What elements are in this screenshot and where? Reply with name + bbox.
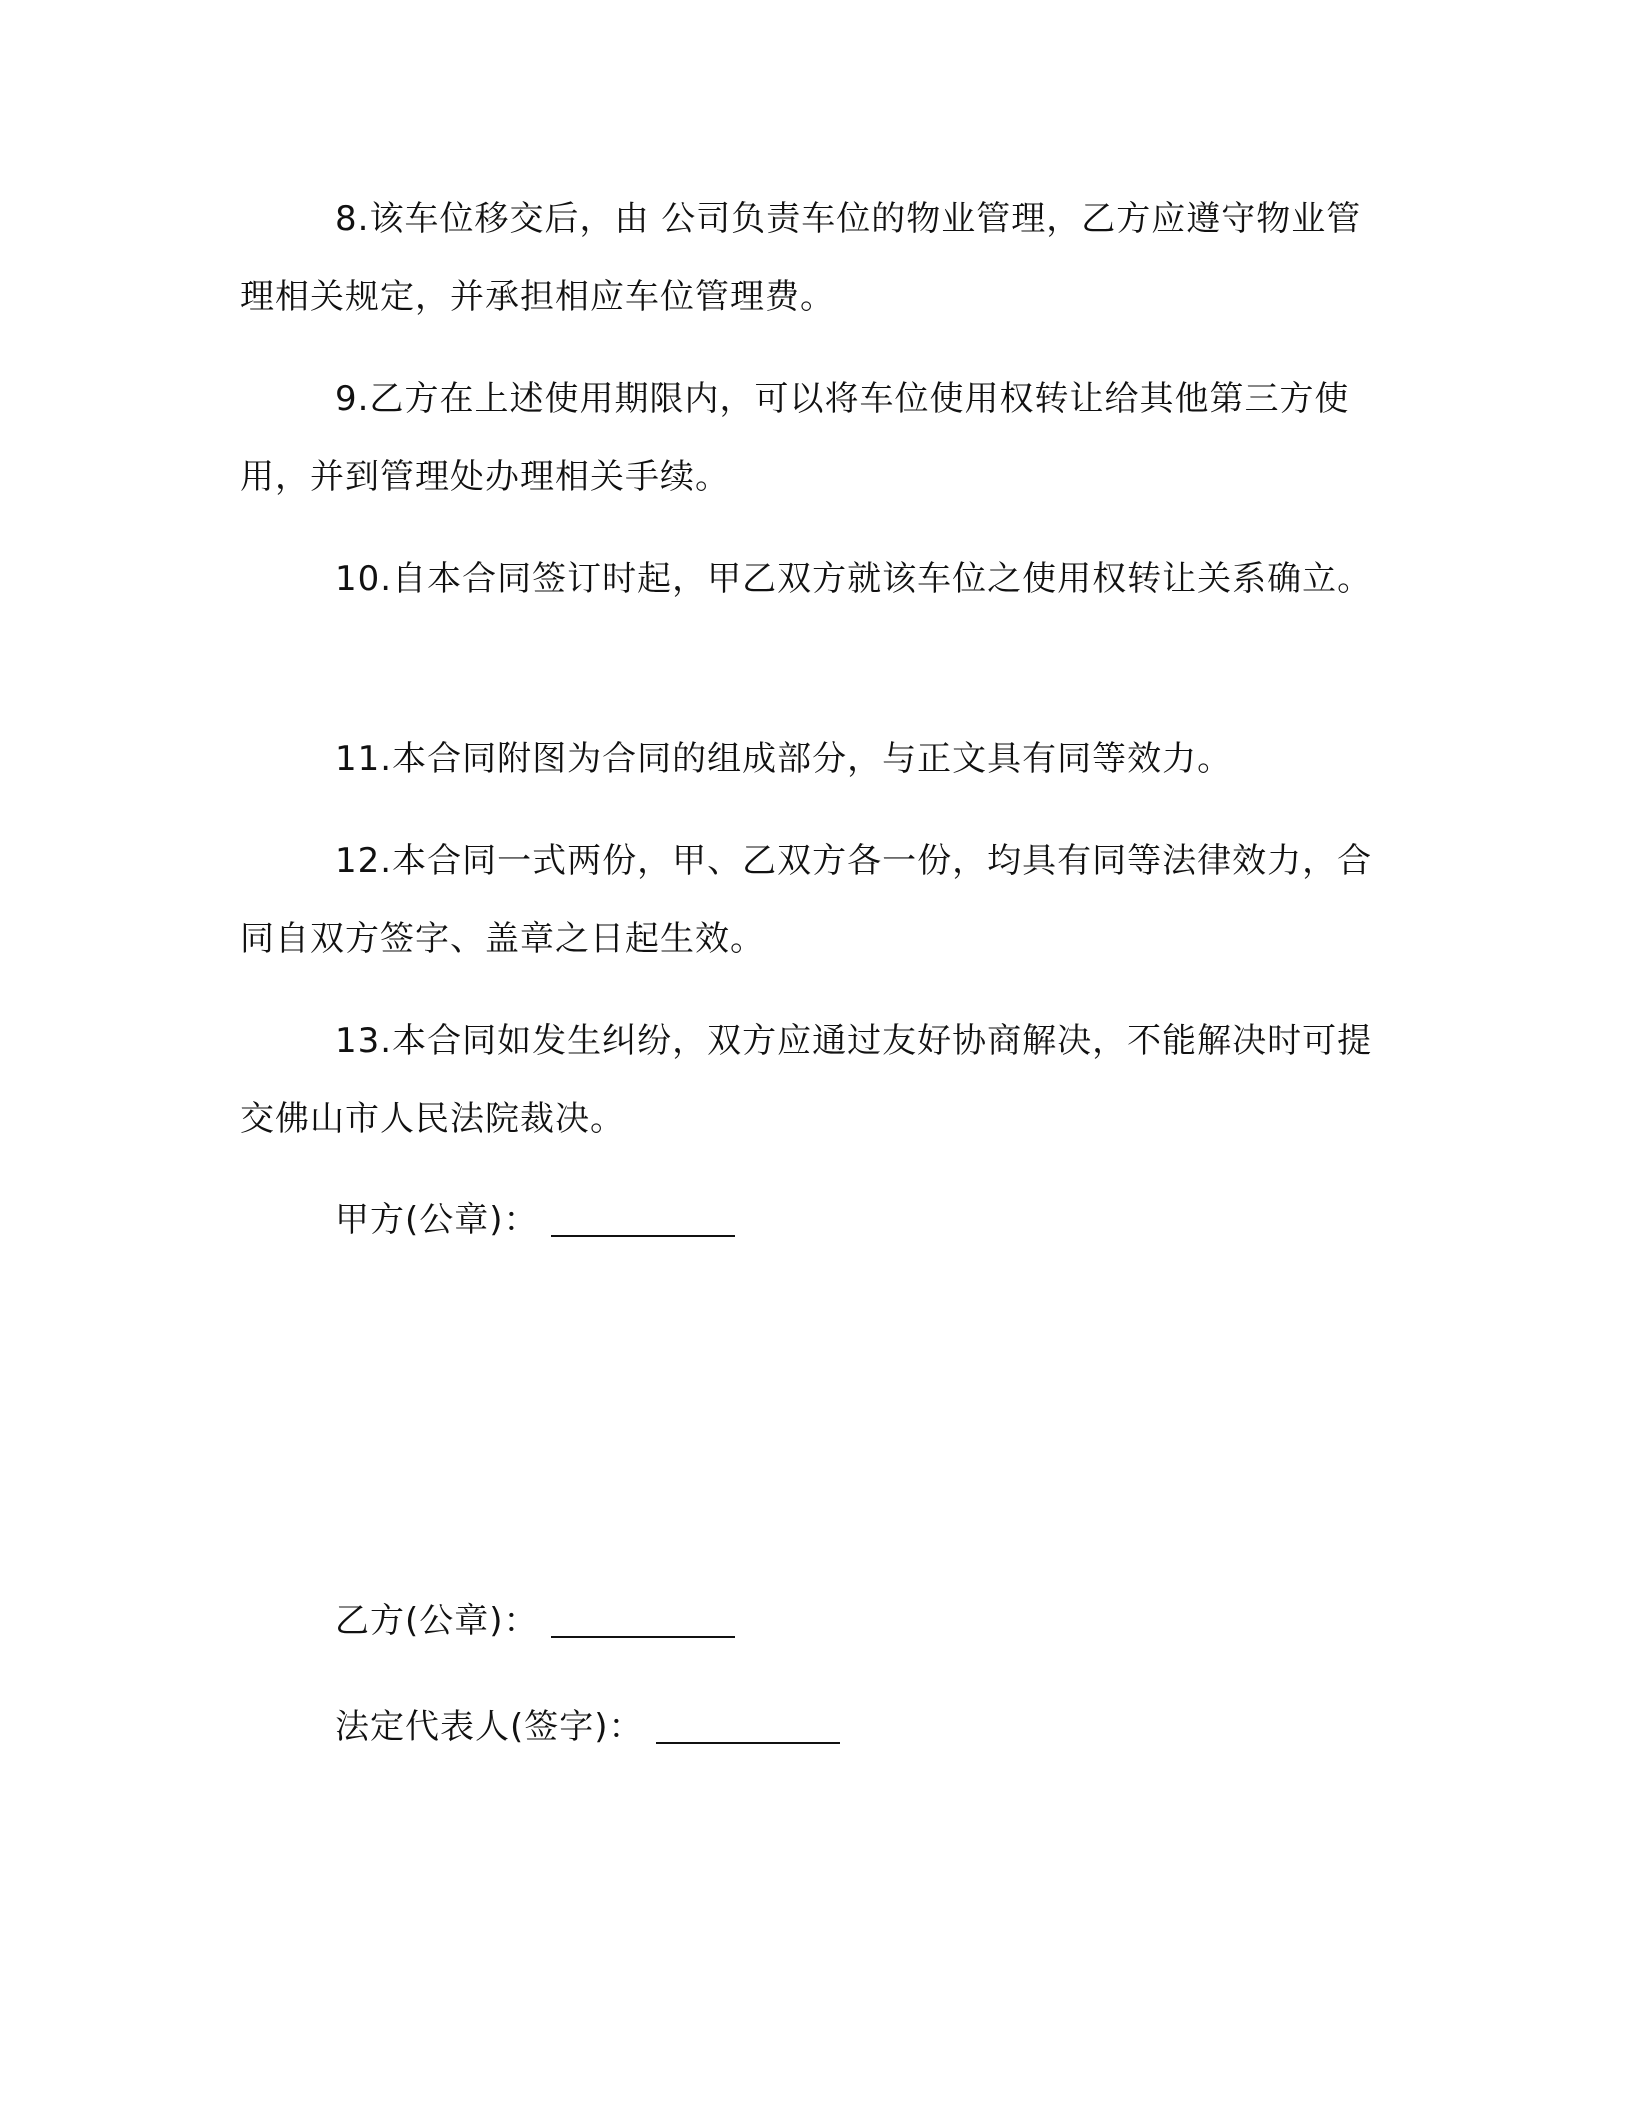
clause-8: 8.该车位移交后，由 公司负责车位的物业管理，乙方应遵守物业管理相关规定，并承担相应车位管理费。 — [240, 199, 1362, 317]
legal-rep-signature-line — [335, 1702, 840, 1752]
clause-13: 13.本合同如发生纠纷，双方应通过友好协商解决，不能解决时可提交佛山市人民法院裁决。 — [240, 1021, 1373, 1139]
party-b-label: 乙方(公章)： — [335, 1601, 539, 1641]
clause-11: 11.本合同附图为合同的组成部分，与正文具有同等效力。 — [335, 739, 1233, 779]
clause-10: 10.自本合同签订时起，甲乙双方就该车位之使用权转让关系确立。 — [335, 559, 1373, 599]
party-a-signature-line — [335, 1195, 735, 1245]
clause-9: 9.乙方在上述使用期限内，可以将车位使用权转让给其他第三方使用，并到管理处办理相关手续。 — [240, 379, 1350, 497]
party-a-label: 甲方(公章)： — [335, 1200, 539, 1240]
legal-rep-blank — [656, 1708, 840, 1744]
party-a-blank — [551, 1201, 735, 1237]
party-b-signature-line — [335, 1596, 735, 1646]
party-b-blank — [551, 1602, 735, 1638]
clause-12: 12.本合同一式两份，甲、乙双方各一份，均具有同等法律效力，合同自双方签字、盖章之日起生效。 — [240, 841, 1373, 959]
legal-rep-label: 法定代表人(签字)： — [335, 1707, 644, 1747]
